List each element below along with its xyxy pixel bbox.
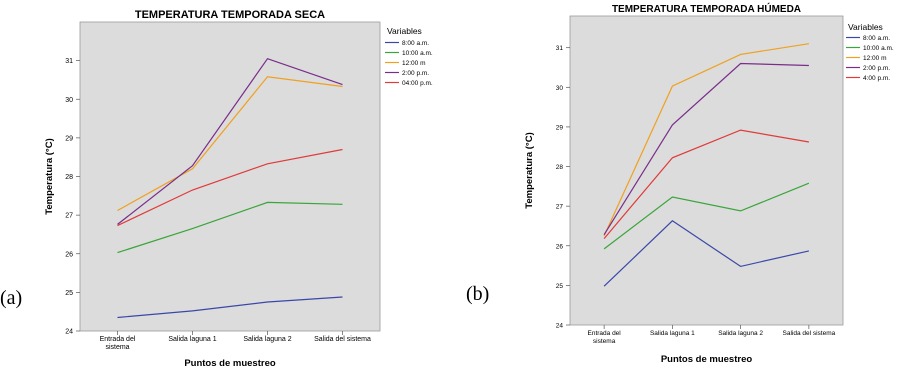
y-tick-label: 27: [65, 212, 73, 220]
y-tick-label: 24: [65, 328, 73, 336]
y-tick-label: 28: [555, 164, 563, 172]
y-tick-label: 26: [65, 251, 73, 259]
legend-label: 12:00 m: [863, 55, 887, 62]
y-tick-label: 29: [65, 135, 73, 143]
chart-panel-b: [466, 2, 894, 365]
legend-title: Variables: [387, 26, 422, 36]
panel-label: (b): [466, 283, 490, 305]
x-tick-label: Entrada del: [99, 336, 136, 343]
x-tick-label: Salida del sistema: [314, 336, 371, 343]
x-tick-label: Salida del sistema: [782, 330, 836, 337]
x-tick-label: Entrada del: [587, 330, 621, 337]
x-tick-label: Salida laguna 2: [243, 336, 292, 343]
plot-area: [570, 16, 843, 325]
y-tick-label: 28: [65, 174, 73, 181]
y-tick-label: 27: [555, 203, 563, 211]
legend-label: 04:00 p.m.: [402, 80, 433, 87]
x-tick-label: Salida laguna 2: [718, 330, 764, 337]
y-tick-label: 31: [65, 58, 73, 66]
chart-panel-a: [0, 9, 433, 369]
y-tick-label: 30: [65, 96, 73, 104]
legend-label: 10:00 a.m.: [402, 50, 433, 57]
legend-label: 2:00 p.m.: [402, 70, 430, 77]
x-axis-label: Puntos de muestreo: [184, 358, 276, 369]
y-tick-label: 30: [555, 84, 563, 92]
y-axis-label: Temperatura (°C): [524, 132, 535, 209]
legend-label: 12:00 m: [402, 60, 426, 67]
legend-label: 8:00 a.m.: [863, 35, 891, 42]
chart-title: TEMPERATURA TEMPORADA SECA: [134, 9, 326, 21]
x-tick-label: Salida laguna 1: [649, 330, 695, 337]
y-tick-label: 26: [555, 243, 563, 251]
y-tick-label: 24: [555, 322, 563, 330]
chart-title: TEMPERATURA TEMPORADA HÚMEDA: [611, 4, 802, 15]
y-tick-label: 25: [555, 282, 563, 290]
panel-label: (a): [0, 287, 23, 309]
y-axis-label: Temperatura (°C): [44, 138, 55, 215]
y-tick-label: 29: [555, 124, 563, 132]
x-tick-label: Salida laguna 1: [168, 336, 217, 343]
y-tick-label: 31: [555, 45, 563, 53]
x-tick-label: sistema: [105, 344, 130, 351]
legend-label: 2:00 p.m.: [863, 65, 891, 72]
x-tick-label: sistema: [592, 338, 616, 345]
legend-label: 8:00 a.m.: [402, 40, 430, 47]
legend-title: Variables: [848, 22, 883, 32]
legend-label: 10:00 a.m.: [863, 45, 894, 52]
y-tick-label: 25: [65, 289, 73, 297]
legend-label: 4:00 p.m.: [863, 75, 891, 82]
x-axis-label: Puntos de muestreo: [660, 354, 753, 365]
